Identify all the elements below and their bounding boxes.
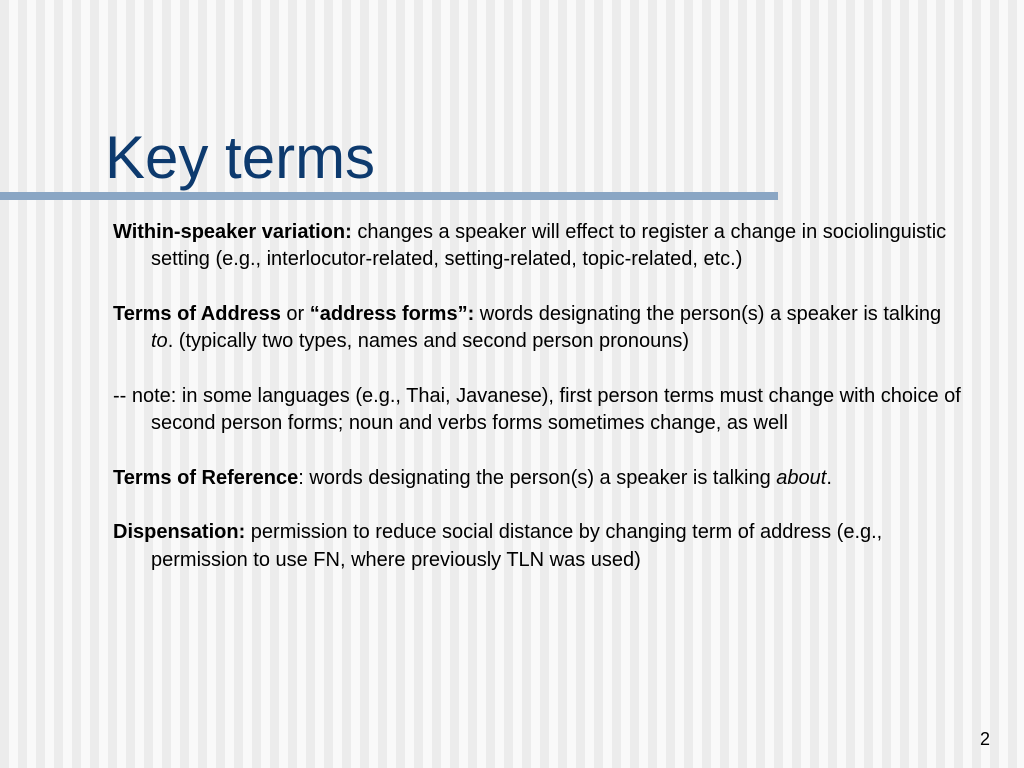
dispensation-term: Dispensation:	[113, 521, 246, 544]
terms-of-reference-item	[113, 465, 963, 492]
terms-of-address-emphasis: to	[151, 330, 168, 353]
page-number: 2	[979, 729, 990, 749]
terms-of-reference-definition-end: .	[826, 466, 832, 489]
dispensation-item	[113, 519, 963, 574]
terms-of-address-item	[113, 301, 963, 356]
within-speaker-definition: changes a speaker will effect to register a change in sociolinguistic setting (e.g., interlocutor-related, setting-related, topic-related, etc.)	[151, 221, 947, 271]
terms-of-reference-term: Terms of Reference	[113, 466, 299, 489]
languages-note-text: -- note: in some languages (e.g., Thai, Javanese), first person terms must change with choice of second person forms; noun and verbs forms sometimes change, as well	[113, 384, 961, 435]
terms-of-address-term: Terms of Address	[113, 302, 281, 325]
terms-of-address-connector: or	[280, 302, 310, 325]
within-speaker-term: Within-speaker variation:	[113, 221, 352, 243]
terms-of-address-definition-start: words designating the person(s) a speaker is talking	[474, 302, 942, 325]
title-underline	[0, 192, 778, 200]
terms-of-address-definition-end: . (typically two types, names and second person pronouns)	[167, 330, 690, 353]
slide-title: Key terms	[105, 124, 376, 191]
within-speaker-variation-item	[113, 219, 963, 274]
slide-body	[113, 219, 963, 574]
dispensation-definition: permission to reduce social distance by changing term of address (e.g., permission to use FN, where previously TLN was used)	[151, 521, 883, 571]
terms-of-reference-emphasis: about	[776, 466, 827, 489]
address-forms-term: “address forms”:	[309, 302, 475, 325]
languages-note-item	[113, 383, 963, 438]
terms-of-reference-definition-start: : words designating the person(s) a speaker is talking	[298, 466, 777, 489]
